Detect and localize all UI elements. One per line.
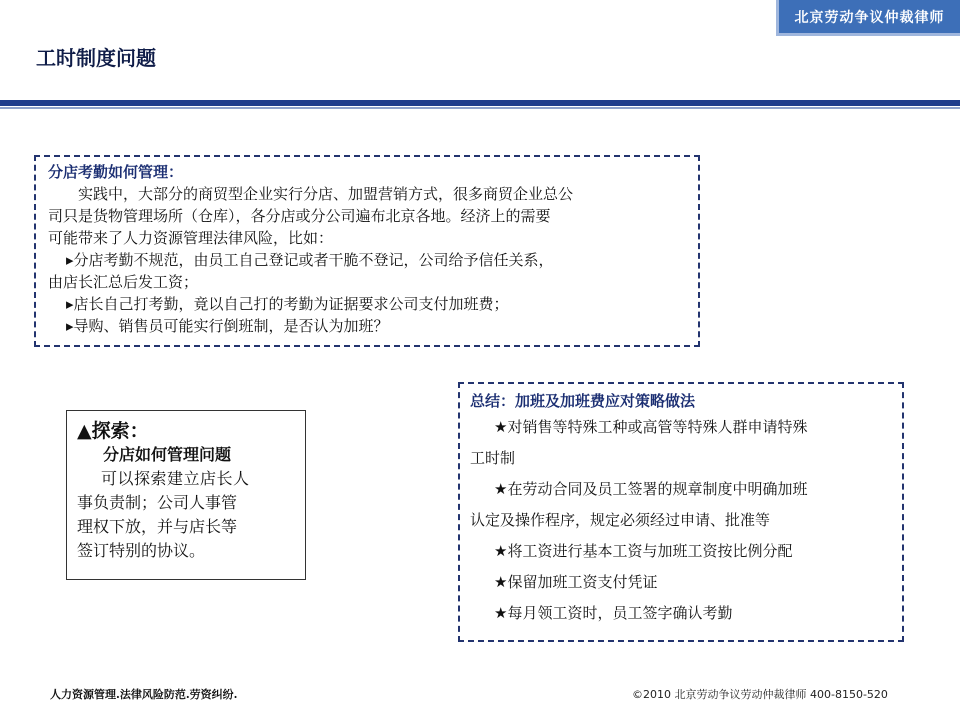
summary-item: ★每月领工资时，员工签字确认考勤 — [494, 604, 733, 622]
summary-item-continuation: 认定及操作程序，规定必须经过申请、批准等 — [470, 511, 771, 529]
summary-item: ★在劳动合同及员工签署的规章制度中明确加班 — [494, 480, 808, 498]
explore-subtitle: 分店如何管理问题 — [103, 445, 232, 464]
page-title: 工时制度问题 — [36, 46, 156, 70]
analysis-heading: 分店考勤如何管理： — [48, 163, 184, 181]
summary-item: ★对销售等特殊工种或高管等特殊人群申请特殊 — [494, 418, 808, 436]
explore-body-line: 理权下放，并与店长等 — [77, 517, 238, 536]
explore-body-line: 签订特别的协议。 — [77, 541, 206, 560]
title-divider-thin — [0, 107, 960, 109]
analysis-paragraph-line: 司只是货物管理场所（仓库），各分店或分公司遍布北京各地。经济上的需要 — [48, 207, 551, 225]
analysis-paragraph-line: 实践中，大部分的商贸型企业实行分店、加盟营销方式，很多商贸企业总公 — [78, 185, 574, 203]
explore-box — [66, 410, 306, 580]
brand-badge: 北京劳动争议仲裁律师 — [776, 0, 960, 36]
explore-body-line: 事负责制；公司人事管 — [77, 493, 238, 512]
analysis-paragraph-line: 可能带来了人力资源管理法律风险，比如： — [48, 229, 334, 247]
explore-body-line: 可以探索建立店长人 — [101, 469, 250, 488]
footer-tagline: 人力资源管理.法律风险防范.劳资纠纷. — [50, 688, 238, 701]
summary-heading: 总结：加班及加班费应对策略做法 — [470, 392, 696, 410]
analysis-bullet: ▸导购、销售员可能实行倒班制，是否认为加班？ — [66, 317, 389, 335]
footer-copyright: ©2010 北京劳动争议劳动仲裁律师 400-8150-520 — [632, 688, 888, 701]
title-divider — [0, 100, 960, 106]
summary-item: ★将工资进行基本工资与加班工资按比例分配 — [494, 542, 793, 560]
summary-item: ★保留加班工资支付凭证 — [494, 573, 658, 591]
analysis-bullet: ▸分店考勤不规范，由员工自己登记或者干脆不登记，公司给予信任关系， — [66, 251, 554, 269]
summary-item-continuation: 工时制 — [470, 449, 516, 467]
analysis-bullet: ▸店长自己打考勤，竟以自己打的考勤为证据要求公司支付加班费； — [66, 295, 509, 313]
explore-title: ▲探索： — [77, 420, 149, 442]
analysis-bullet-continuation: 由店长汇总后发工资； — [48, 273, 199, 291]
summary-box — [458, 382, 904, 642]
analysis-box — [34, 155, 700, 347]
